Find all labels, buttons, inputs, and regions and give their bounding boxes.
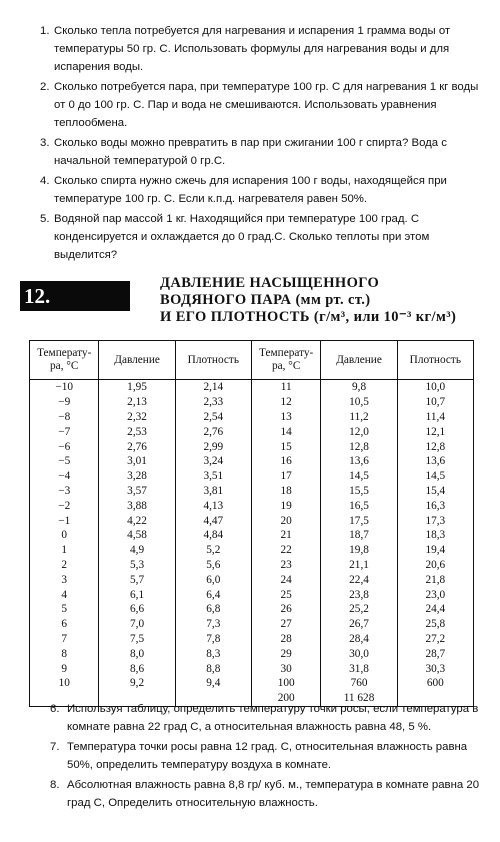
cell-density-left: 6,8 (175, 602, 251, 617)
saturated-vapor-table (29, 340, 474, 705)
cell-temperature-right: 12 (251, 395, 320, 410)
cell-density-right: 23,0 (397, 587, 473, 602)
cell-pressure-left: 2,13 (99, 395, 175, 410)
question-text: Сколько спирта нужно сжечь для испарения 100 г воды, находящейся при температуре 100 гр. С. Если к.п.д. нагревателя равен 50%. (54, 175, 447, 205)
table-row (30, 380, 474, 395)
question-number: 7. (50, 741, 60, 753)
cell-pressure-right: 26,7 (321, 617, 397, 632)
question-number: 6. (50, 703, 60, 715)
cell-density-left: 4,47 (175, 513, 251, 528)
table-title-line-3: И ЕГО ПЛОТНОСТЬ (г/м³, или 10⁻³ кг/м³) (160, 309, 457, 325)
cell-temperature-right: 17 (251, 469, 320, 484)
questions-bottom-list (50, 700, 495, 814)
cell-density-left: 5,6 (175, 558, 251, 573)
cell-density-right: 15,4 (397, 484, 473, 499)
cell-density-left: 3,51 (175, 469, 251, 484)
cell-temperature-left: 9 (30, 661, 99, 676)
table-title-line-2: ВОДЯНОГО ПАРА (мм рт. ст.) (160, 292, 371, 308)
cell-density-left: 3,81 (175, 484, 251, 499)
table-row (30, 424, 474, 439)
cell-temperature-left: −8 (30, 410, 99, 425)
cell-temperature-right: 23 (251, 558, 320, 573)
question-number: 1. (40, 25, 50, 37)
cell-pressure-right: 30,0 (321, 646, 397, 661)
cell-temperature-left: 4 (30, 587, 99, 602)
cell-density-right: 25,8 (397, 617, 473, 632)
cell-density-left: 3,24 (175, 454, 251, 469)
cell-temperature-right: 24 (251, 572, 320, 587)
questions-top-list (40, 22, 490, 266)
cell-pressure-right: 11,2 (321, 410, 397, 425)
cell-pressure-right: 15,5 (321, 484, 397, 499)
cell-pressure-left: 3,01 (99, 454, 175, 469)
cell-pressure-left: 5,7 (99, 572, 175, 587)
cell-density-left: 9,4 (175, 676, 251, 691)
cell-density-right: 30,3 (397, 661, 473, 676)
cell-density-left: 6,4 (175, 587, 251, 602)
table-row (30, 602, 474, 617)
cell-density-left: 2,76 (175, 424, 251, 439)
cell-pressure-right: 10,5 (321, 395, 397, 410)
cell-pressure-right: 760 (321, 676, 397, 691)
cell-pressure-right: 17,5 (321, 513, 397, 528)
table-row (30, 513, 474, 528)
question-text: Абсолютная влажность равна 8,8 гр/ куб. м., температура в комнате равна 20 град С, Определить относительную влажность. (67, 779, 480, 809)
header-temperature-left: Температу-ра, °С (30, 341, 99, 380)
cell-density-right: 17,3 (397, 513, 473, 528)
cell-density-left: 5,2 (175, 543, 251, 558)
cell-temperature-left: 10 (30, 676, 99, 691)
table-row (30, 543, 474, 558)
cell-density-right: 18,3 (397, 528, 473, 543)
cell-pressure-left: 8,6 (99, 661, 175, 676)
cell-temperature-right: 22 (251, 543, 320, 558)
cell-temperature-left: −6 (30, 439, 99, 454)
header-pressure-right: Давление (321, 341, 397, 380)
table-row (30, 498, 474, 513)
cell-temperature-left: 0 (30, 528, 99, 543)
cell-pressure-right: 19,8 (321, 543, 397, 558)
question-number: 5. (40, 213, 50, 225)
cell-temperature-right: 14 (251, 424, 320, 439)
cell-pressure-right: 31,8 (321, 661, 397, 676)
data-table (29, 340, 474, 707)
question-3 (40, 134, 490, 170)
table-row (30, 410, 474, 425)
cell-density-left: 7,8 (175, 632, 251, 647)
cell-pressure-right: 16,5 (321, 498, 397, 513)
cell-density-right: 21,8 (397, 572, 473, 587)
cell-temperature-right: 19 (251, 498, 320, 513)
table-row (30, 676, 474, 691)
cell-density-right: 19,4 (397, 543, 473, 558)
question-text: Используя таблицу, определить температуру точки росы, если температура в комнате равна 22 град С, а относительная влажность равна 48, 5 %. (67, 703, 479, 733)
cell-density-right: 27,2 (397, 632, 473, 647)
table-row (30, 617, 474, 632)
header-pressure-left: Давление (99, 341, 175, 380)
cell-pressure-right: 12,0 (321, 424, 397, 439)
cell-temperature-right: 11 (251, 380, 320, 395)
table-row (30, 395, 474, 410)
cell-pressure-left: 8,0 (99, 646, 175, 661)
header-density-left: Плотность (175, 341, 251, 380)
cell-temperature-right: 25 (251, 587, 320, 602)
cell-temperature-right: 15 (251, 439, 320, 454)
cell-pressure-right: 11 628 (321, 691, 397, 706)
cell-density-right: 600 (397, 676, 473, 691)
cell-density-right: 10,0 (397, 380, 473, 395)
cell-density-left: 6,0 (175, 572, 251, 587)
cell-pressure-left: 9,2 (99, 676, 175, 691)
question-text: Водяной пар массой 1 кг. Находящийся при температуре 100 град. С конденсируется и охлаждается до 0 град.С. Сколько теплоты при этом выделится? (54, 213, 430, 261)
cell-pressure-left: 1,95 (99, 380, 175, 395)
cell-temperature-left: 5 (30, 602, 99, 617)
cell-pressure-left: 4,58 (99, 528, 175, 543)
table-row (30, 661, 474, 676)
cell-temperature-left: −1 (30, 513, 99, 528)
cell-density-left: 2,54 (175, 410, 251, 425)
cell-density-left: 4,13 (175, 498, 251, 513)
cell-pressure-left: 6,6 (99, 602, 175, 617)
cell-pressure-left: 2,53 (99, 424, 175, 439)
table-row (30, 439, 474, 454)
table-title-line-1: ДАВЛЕНИЕ НАСЫЩЕННОГО (160, 275, 380, 291)
header-density-right: Плотность (397, 341, 473, 380)
cell-pressure-right: 14,5 (321, 469, 397, 484)
table-row (30, 484, 474, 499)
cell-density-right: 24,4 (397, 602, 473, 617)
cell-density-left: 2,33 (175, 395, 251, 410)
cell-density-left: 2,99 (175, 439, 251, 454)
question-text: Температура точки росы равна 12 град. С, относительная влажность равна 50%, определить температуру воздуха в комнате. (67, 741, 468, 771)
question-6 (50, 700, 495, 736)
cell-pressure-left: 5,3 (99, 558, 175, 573)
cell-temperature-left: −2 (30, 498, 99, 513)
cell-temperature-right: 18 (251, 484, 320, 499)
cell-temperature-right: 29 (251, 646, 320, 661)
question-7 (50, 738, 495, 774)
cell-pressure-left: 2,32 (99, 410, 175, 425)
cell-density-right: 10,7 (397, 395, 473, 410)
cell-temperature-left: −9 (30, 395, 99, 410)
question-number: 8. (50, 779, 60, 791)
cell-pressure-right: 21,1 (321, 558, 397, 573)
cell-pressure-right: 9,8 (321, 380, 397, 395)
cell-temperature-left: −5 (30, 454, 99, 469)
cell-pressure-left: 4,22 (99, 513, 175, 528)
table-title (160, 275, 495, 326)
cell-density-right: 16,3 (397, 498, 473, 513)
cell-temperature-left: 2 (30, 558, 99, 573)
cell-temperature-right: 26 (251, 602, 320, 617)
cell-pressure-right: 23,8 (321, 587, 397, 602)
cell-temperature-left: 1 (30, 543, 99, 558)
question-text: Сколько воды можно превратить в пар при сжигании 100 г спирта? Вода с начальной температурой 0 гр.С. (54, 137, 447, 167)
cell-density-left: 7,3 (175, 617, 251, 632)
table-row (30, 558, 474, 573)
table-row (30, 572, 474, 587)
cell-density-left: 2,14 (175, 380, 251, 395)
cell-temperature-left: −10 (30, 380, 99, 395)
cell-pressure-left: 3,28 (99, 469, 175, 484)
cell-density-right: 11,4 (397, 410, 473, 425)
question-number: 4. (40, 175, 50, 187)
cell-pressure-right: 18,7 (321, 528, 397, 543)
cell-temperature-right: 20 (251, 513, 320, 528)
table-row (30, 646, 474, 661)
cell-pressure-left: 3,57 (99, 484, 175, 499)
cell-pressure-right: 25,2 (321, 602, 397, 617)
cell-pressure-left: 7,0 (99, 617, 175, 632)
cell-temperature-right: 30 (251, 661, 320, 676)
cell-density-left: 4,84 (175, 528, 251, 543)
cell-pressure-right: 22,4 (321, 572, 397, 587)
cell-density-right: 12,8 (397, 439, 473, 454)
cell-pressure-left: 4,9 (99, 543, 175, 558)
question-4 (40, 172, 490, 208)
question-text: Сколько потребуется пара, при температуре 100 гр. С для нагревания 1 кг воды от 0 до 100 гр. С. Пар и вода не смешиваются. Использовать уравнения теплообмена. (54, 81, 479, 129)
table-row (30, 469, 474, 484)
question-8 (50, 776, 495, 812)
cell-temperature-left: 3 (30, 572, 99, 587)
cell-pressure-right: 12,8 (321, 439, 397, 454)
question-text: Сколько тепла потребуется для нагревания и испарения 1 грамма воды от температуры 50 гр. С. Использовать формулы для нагревания воды и для испарения воды. (54, 25, 451, 73)
question-5 (40, 210, 490, 264)
cell-temperature-right: 13 (251, 410, 320, 425)
cell-density-right: 12,1 (397, 424, 473, 439)
header-temperature-right: Температу-ра, °С (251, 341, 320, 380)
cell-temperature-right: 28 (251, 632, 320, 647)
cell-density-right: 14,5 (397, 469, 473, 484)
question-number: 2. (40, 81, 50, 93)
cell-density-right: 13,6 (397, 454, 473, 469)
cell-pressure-right: 13,6 (321, 454, 397, 469)
cell-temperature-right: 200 (251, 691, 320, 706)
cell-temperature-left: −4 (30, 469, 99, 484)
table-row (30, 454, 474, 469)
cell-temperature-left: 8 (30, 646, 99, 661)
cell-density-left: 8,8 (175, 661, 251, 676)
cell-temperature-right: 27 (251, 617, 320, 632)
cell-temperature-right: 21 (251, 528, 320, 543)
question-2 (40, 78, 490, 132)
cell-pressure-left: 7,5 (99, 632, 175, 647)
cell-pressure-left: 2,76 (99, 439, 175, 454)
table-row (30, 528, 474, 543)
cell-pressure-right: 28,4 (321, 632, 397, 647)
cell-temperature-right: 100 (251, 676, 320, 691)
cell-temperature-left: −7 (30, 424, 99, 439)
table-number-badge: 12. (20, 281, 130, 311)
table-row (30, 587, 474, 602)
table-row (30, 632, 474, 647)
cell-density-left: 8,3 (175, 646, 251, 661)
question-number: 3. (40, 137, 50, 149)
cell-temperature-right: 16 (251, 454, 320, 469)
cell-temperature-left: −3 (30, 484, 99, 499)
table-header-row (30, 341, 474, 380)
cell-density-right: 20,6 (397, 558, 473, 573)
cell-temperature-left: 7 (30, 632, 99, 647)
cell-density-right: 28,7 (397, 646, 473, 661)
table-body (30, 380, 474, 707)
cell-pressure-left: 3,88 (99, 498, 175, 513)
cell-pressure-left: 6,1 (99, 587, 175, 602)
cell-temperature-left: 6 (30, 617, 99, 632)
question-1 (40, 22, 490, 76)
